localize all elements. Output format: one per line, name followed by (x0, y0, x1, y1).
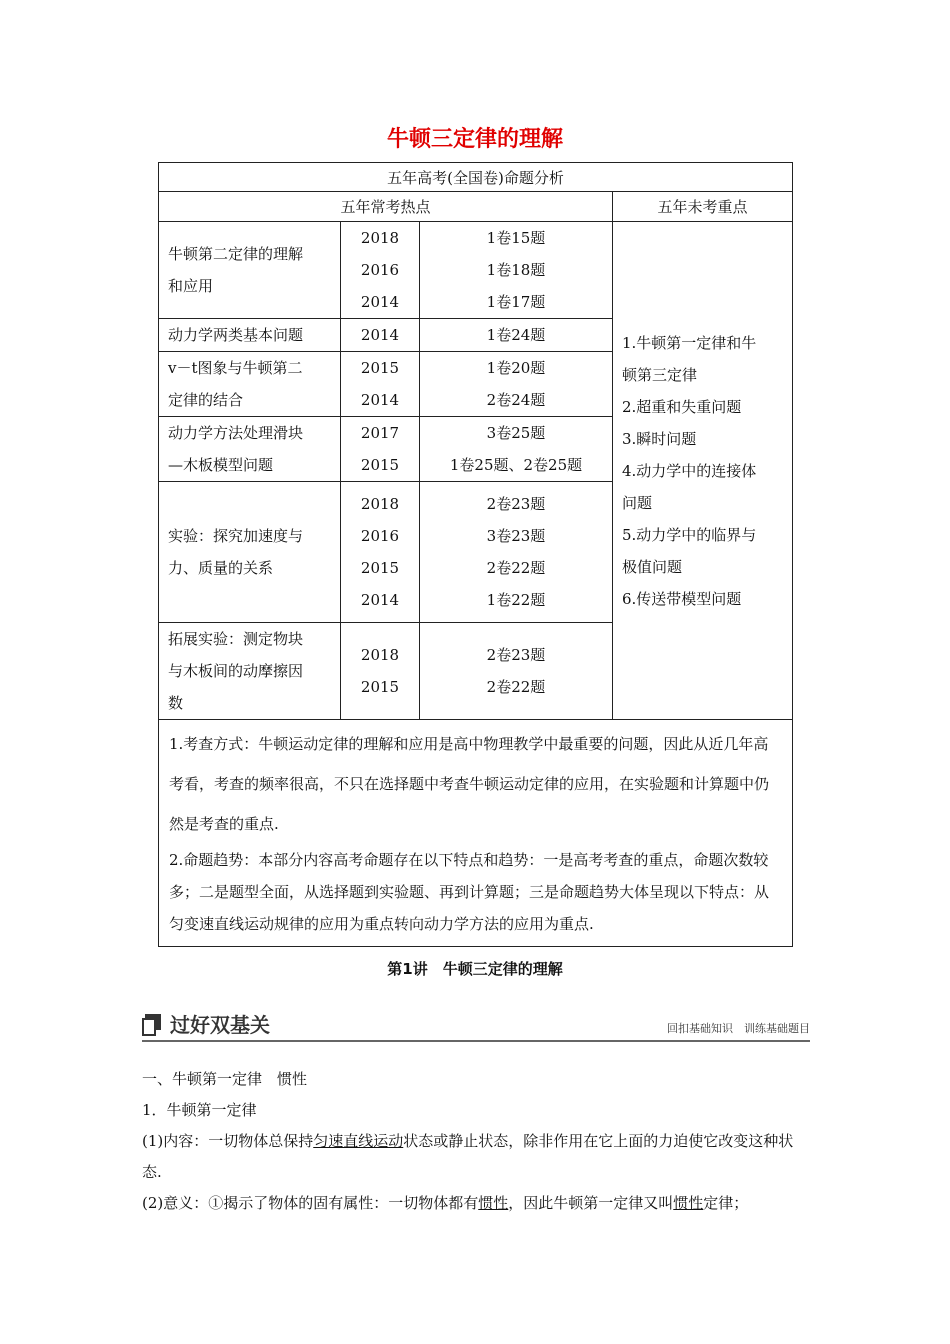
paper-cell: 2卷23题 3卷23题 2卷22题 1卷22题 (420, 482, 613, 623)
content-paragraph: (1)内容：一切物体总保持匀速直线运动状态或静止状态，除非作用在它上面的力迫使它改变这种状态. (142, 1132, 794, 1181)
table-header: 五年高考(全国卷)命题分析 (159, 163, 793, 192)
key-term: 惯性 (673, 1194, 704, 1212)
column-untested-topics: 五年未考重点 (613, 192, 793, 222)
paper-cell: 3卷25题 1卷25题、2卷25题 (420, 417, 613, 482)
paper-cell: 1卷20题 2卷24题 (420, 352, 613, 417)
banner-title: 过好双基关 (170, 1013, 270, 1037)
banner-divider (142, 1040, 810, 1042)
note-exam-method: 1.考查方式：牛顿运动定律的理解和应用是高中物理教学中最重要的问题，因此从近几年高考看，考查的频率很高，不只在选择题中考查牛顿运动定律的应用，在实验题和计算题中仍然是考查的重点. (169, 735, 770, 833)
banner-square-outline-icon (142, 1018, 156, 1036)
year-cell: 2014 (341, 319, 420, 352)
year-cell: 2018 2016 2014 (341, 222, 420, 319)
lesson-body (142, 1064, 812, 1219)
year-cell: 2015 2014 (341, 352, 420, 417)
untested-topics-cell: 1.牛顿第一定律和牛 顿第三定律 2.超重和失重问题 3.瞬时问题 4.动力学中的连接体 问题 5.动力学中的临界与 极值问题 6.传送带模型问题 (613, 222, 793, 720)
paper-cell: 1卷15题 1卷18题 1卷17题 (420, 222, 613, 319)
section-banner (142, 1010, 810, 1040)
table-row (159, 222, 793, 319)
year-cell: 2018 2015 (341, 623, 420, 720)
topic-cell: v－t图象与牛顿第二 定律的结合 (159, 352, 341, 417)
meaning-paragraph: (2)意义：①揭示了物体的固有属性：一切物体都有惯性，因此牛顿第一定律又叫惯性定律； (142, 1194, 749, 1212)
section-heading: 一、牛顿第一定律 惯性 (142, 1070, 308, 1088)
analysis-table (158, 162, 793, 947)
lecture-title: 第1讲 牛顿三定律的理解 (387, 960, 563, 978)
note-trend: 2.命题趋势：本部分内容高考命题存在以下特点和趋势：一是高考考查的重点，命题次数较多；二是题型全面，从选择题到实验题、再到计算题；三是命题趋势大体呈现以下特点：从匀变速直线运动规律的应用为重点转向动力学方法的应用为重点. (169, 851, 770, 933)
column-hot-topics: 五年常考热点 (159, 192, 613, 222)
item-heading: 1．牛顿第一定律 (142, 1101, 257, 1119)
topic-cell: 动力学两类基本问题 (159, 319, 341, 352)
paper-cell: 1卷24题 (420, 319, 613, 352)
topic-cell: 动力学方法处理滑块 —木板模型问题 (159, 417, 341, 482)
year-cell: 2017 2015 (341, 417, 420, 482)
banner-subtitle: 回扣基础知识 训练基础题目 (667, 1022, 810, 1035)
key-term: 匀速直线运动 (313, 1132, 404, 1150)
year-cell: 2018 2016 2015 2014 (341, 482, 420, 623)
key-term: 惯性 (478, 1194, 509, 1212)
paper-cell: 2卷23题 2卷22题 (420, 623, 613, 720)
analysis-notes (159, 720, 793, 947)
page-title: 牛顿三定律的理解 (386, 127, 563, 152)
topic-cell: 拓展实验：测定物块 与木板间的动摩擦因 数 (159, 623, 341, 720)
topic-cell: 实验：探究加速度与 力、质量的关系 (159, 482, 341, 623)
topic-cell: 牛顿第二定律的理解 和应用 (159, 222, 341, 319)
